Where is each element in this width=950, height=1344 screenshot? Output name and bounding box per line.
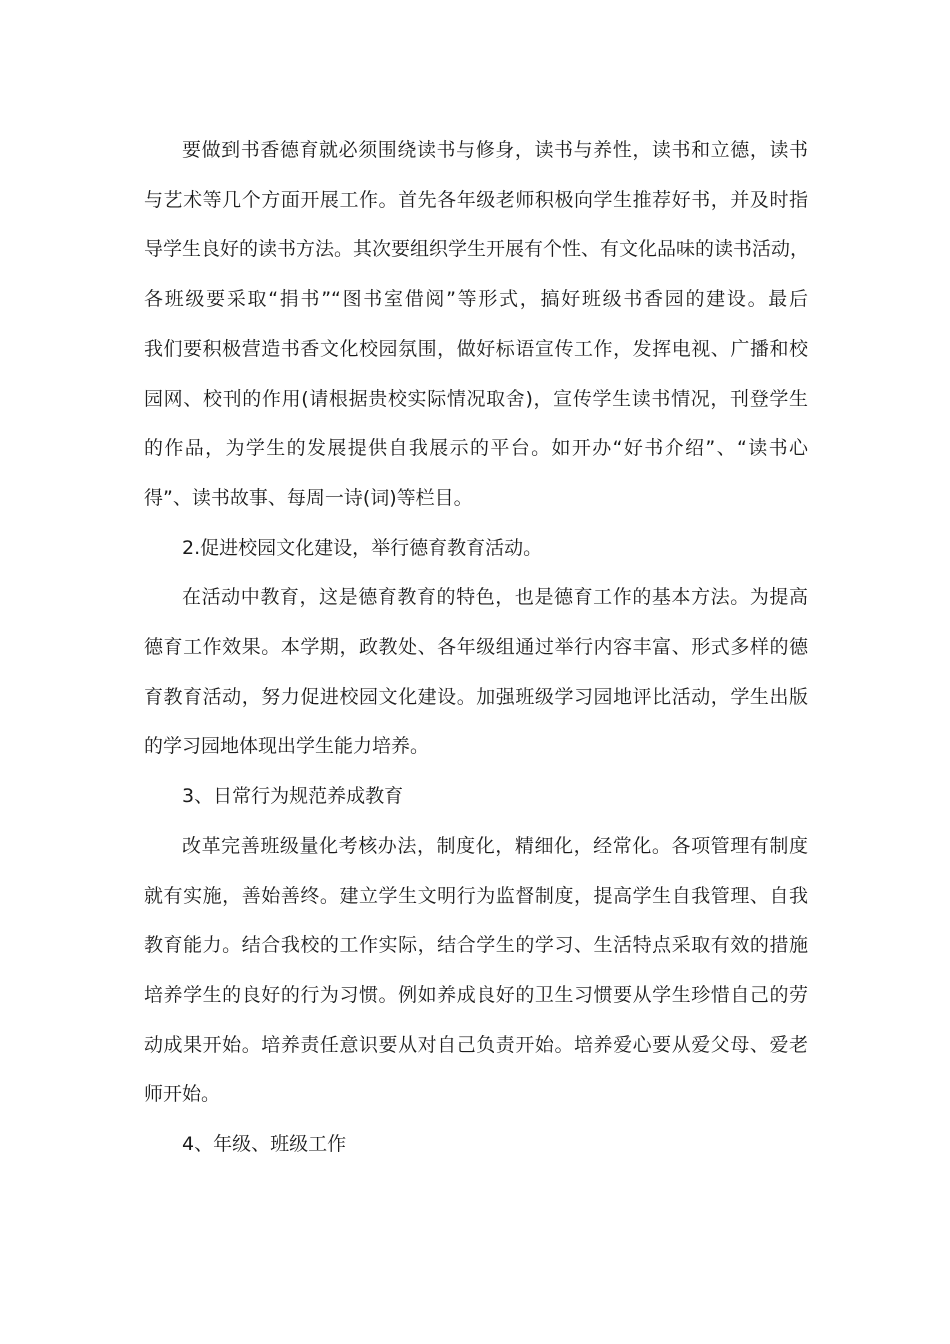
text-line: 师开始。 xyxy=(144,1083,221,1106)
text-line: 的作品，为学生的发展提供自我展示的平台。如开办“好书介绍”、“读书心 xyxy=(144,437,808,460)
text-line: 要做到书香德育就必须围绕读书与修身，读书与养性，读书和立德，读书 xyxy=(182,139,808,161)
text-line: 园网、校刊的作用(请根据贵校实际情况取舍)，宣传学生读书情况，刊登学生 xyxy=(144,387,808,410)
text-line: 动成果开始。培养责任意识要从对自己负责开始。培养爱心要从爱父母、爱老 xyxy=(144,1033,808,1056)
text-line: 教育能力。结合我校的工作实际，结合学生的学习、生活特点采取有效的措施 xyxy=(144,934,808,957)
text-line: 在活动中教育，这是德育教育的特色，也是德育工作的基本方法。为提高 xyxy=(182,586,808,609)
document-body xyxy=(144,126,808,1170)
section-heading-3: 3、日常行为规范养成教育 xyxy=(182,785,404,808)
text-line: 培养学生的良好的行为习惯。例如养成良好的卫生习惯要从学生珍惜自己的劳 xyxy=(144,983,808,1006)
paragraph-reading-culture xyxy=(144,126,808,524)
text-line: 德育工作效果。本学期，政教处、各年级组通过举行内容丰富、形式多样的德 xyxy=(144,636,808,659)
text-line: 与艺术等几个方面开展工作。首先各年级老师积极向学生推荐好书，并及时指 xyxy=(144,188,808,211)
section-heading-4: 4、年级、班级工作 xyxy=(182,1133,347,1156)
text-line: 导学生良好的读书方法。其次要组织学生开展有个性、有文化品味的读书活动， xyxy=(144,238,810,261)
text-line: 的学习园地体现出学生能力培养。 xyxy=(144,735,430,758)
text-line: 各班级要采取“捐书”“图书室借阅”等形式，搞好班级书香园的建设。最后 xyxy=(144,288,808,311)
paragraph-behavior xyxy=(144,822,808,1120)
text-line: 就有实施，善始善终。建立学生文明行为监督制度，提高学生自我管理、自我 xyxy=(144,884,808,907)
text-line: 育教育活动，努力促进校园文化建设。加强班级学习园地评比活动，学生出版 xyxy=(144,685,808,708)
section-heading-2: 2.促进校园文化建设，举行德育教育活动。 xyxy=(182,536,543,559)
paragraph-activities xyxy=(144,573,808,772)
text-line: 我们要积极营造书香文化校园氛围，做好标语宣传工作，发挥电视、广播和校 xyxy=(144,337,808,360)
text-line: 改革完善班级量化考核办法，制度化，精细化，经常化。各项管理有制度 xyxy=(182,834,808,857)
text-line: 得”、读书故事、每周一诗(词)等栏目。 xyxy=(144,486,473,509)
